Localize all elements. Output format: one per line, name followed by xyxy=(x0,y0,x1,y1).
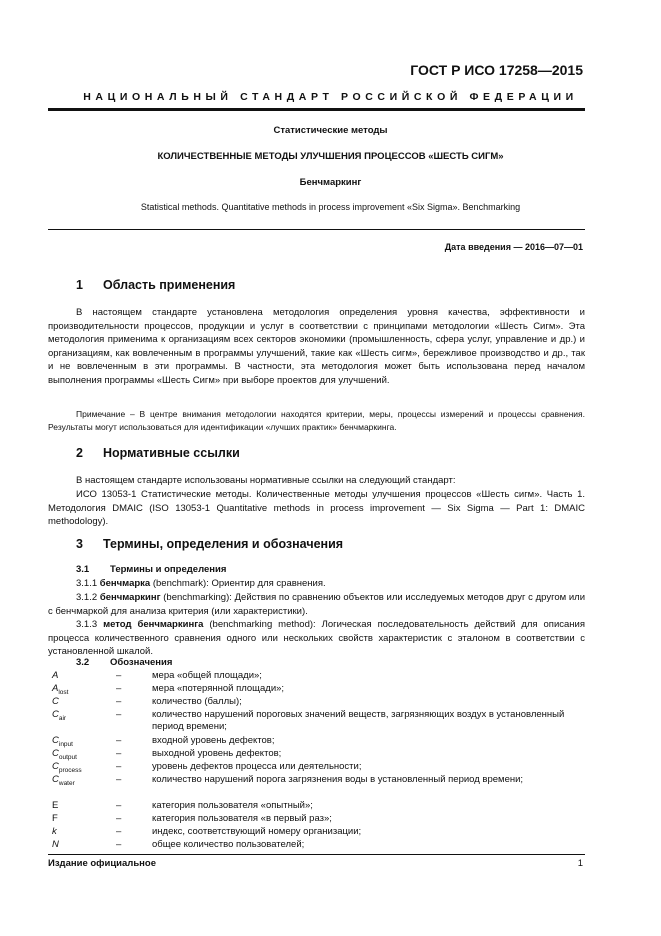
symbol: A xyxy=(52,670,59,681)
symbol-definition: мера «потерянной площади»; xyxy=(152,683,285,694)
symbol-dash: – xyxy=(116,748,122,759)
page-number: 1 xyxy=(577,858,583,869)
symbol-definition: количество (баллы); xyxy=(152,696,242,707)
subsection-3-1-heading xyxy=(76,564,226,575)
symbol: $C_{air}$ xyxy=(52,709,67,722)
section-2-paragraph-1: В настоящем стандарте использованы нормативные ссылки на следующий стандарт: xyxy=(76,475,456,486)
term-name: метод бенчмаркинга xyxy=(103,619,204,630)
subsection-number: 3.1 xyxy=(76,564,90,575)
symbol: k xyxy=(52,826,57,837)
section-number: 3 xyxy=(76,537,83,551)
edition-label: Издание официальное xyxy=(48,858,156,869)
symbol-definition: мера «общей площади»; xyxy=(152,670,262,681)
subsection-3-2-heading xyxy=(76,657,172,668)
subsection-number: 3.2 xyxy=(76,657,90,668)
section-3-heading xyxy=(76,537,343,551)
symbol-definition: входной уровень дефектов; xyxy=(152,735,275,746)
title-english: Statistical methods. Quantitative methods in process improvement «Six Sigma». Benchmarking xyxy=(140,202,521,212)
symbol: E xyxy=(52,800,59,811)
symbol: $C_{output}$ xyxy=(52,748,77,761)
term-definition: (benchmarking method): Логическая последовательность действий для описания процесса количественного сравнения одного или нескольких свойств характеристик с эталоном в соответствии с установленной шкалой. xyxy=(48,619,585,658)
national-standard-banner: НАЦИОНАЛЬНЫЙ СТАНДАРТ РОССИЙСКОЙ ФЕДЕРАЦИИ xyxy=(83,91,578,103)
term-number: 3.1.3 xyxy=(76,619,98,630)
standard-number: ГОСТ Р ИСО 17258—2015 xyxy=(410,62,583,78)
symbol-dash: – xyxy=(116,761,122,772)
section-title: Область применения xyxy=(103,278,236,292)
footer-divider xyxy=(48,854,585,855)
symbol-dash: – xyxy=(116,683,122,694)
symbol-definition: выходной уровень дефектов; xyxy=(152,748,282,759)
symbol: F xyxy=(52,813,58,824)
symbol-dash: – xyxy=(116,735,122,746)
symbol-definition: индекс, соответствующий номеру организации; xyxy=(152,826,362,837)
title-divider xyxy=(48,229,585,230)
symbol-definition: количество нарушений пороговых значений веществ, загрязняющих воздух в установленный период времени; xyxy=(152,709,565,733)
symbol-dash: – xyxy=(116,800,122,811)
section-title: Нормативные ссылки xyxy=(103,446,240,460)
section-number: 1 xyxy=(76,278,83,292)
subsection-title: Термины и определения xyxy=(110,564,227,575)
section-title: Термины, определения и обозначения xyxy=(103,537,344,551)
term-name: бенчмарка xyxy=(99,578,151,589)
term-definition: (benchmarking): Действия по сравнению объектов или исследуемых методов друг с другом или с бенчмаркой для анализа критерия (или характеристики). xyxy=(48,592,586,617)
title-line-1: Статистические методы xyxy=(273,125,388,136)
term-3-1-1 xyxy=(48,577,585,591)
symbol-definition: уровень дефектов процесса или деятельности; xyxy=(152,761,362,772)
header-divider xyxy=(48,108,585,111)
symbol: $C_{process}$ xyxy=(52,761,82,774)
section-1-note: Примечание – В центре внимания методологии находятся критерии, меры, процессы измерений и процессы сравнения. Результаты могут использоваться для идентификации «лучших практик» бенчмаркинга. xyxy=(48,409,585,432)
symbol-dash: – xyxy=(116,826,122,837)
section-1-heading xyxy=(76,278,235,292)
term-3-1-2 xyxy=(48,591,585,618)
symbol-definition: количество нарушений порога загрязнения воды в установленный период времени; xyxy=(152,774,524,785)
symbol: $C_{input}$ xyxy=(52,735,73,748)
term-number: 3.1.1 xyxy=(76,578,98,589)
section-number: 2 xyxy=(76,446,83,460)
section-2-paragraph-2: ИСО 13053-1 Статистические методы. Количественные методы улучшения процессов «Шесть сигм». Часть 1. Методология DMAIC (ISO 13053-1 Quantitative methods in process improvement — Six Sigma — Part 1: DMAIC methodology). xyxy=(48,489,585,528)
symbol-definition: общее количество пользователей; xyxy=(152,839,305,850)
term-name: бенчмаркинг xyxy=(99,592,161,603)
symbol: $C_{water}$ xyxy=(52,774,75,787)
subsection-title: Обозначения xyxy=(110,657,173,668)
symbol: N xyxy=(52,839,59,850)
title-line-2: КОЛИЧЕСТВЕННЫЕ МЕТОДЫ УЛУЧШЕНИЯ ПРОЦЕССОВ «ШЕСТЬ СИГМ» xyxy=(157,151,504,162)
symbol: $A_{lost}$ xyxy=(52,683,69,696)
term-3-1-3 xyxy=(48,618,585,659)
symbol-dash: – xyxy=(116,839,122,850)
title-line-3: Бенчмаркинг xyxy=(299,177,362,188)
symbol-definition: категория пользователя «опытный»; xyxy=(152,800,313,811)
symbol: C xyxy=(52,696,59,707)
section-2-heading xyxy=(76,446,240,460)
symbol-dash: – xyxy=(116,774,122,785)
term-number: 3.1.2 xyxy=(76,592,98,603)
symbol-dash: – xyxy=(116,813,122,824)
term-definition: (benchmark): Ориентир для сравнения. xyxy=(150,578,326,589)
symbol-dash: – xyxy=(116,709,122,720)
symbol-dash: – xyxy=(116,696,122,707)
symbol-definition: категория пользователя «в первый раз»; xyxy=(152,813,332,824)
symbol-dash: – xyxy=(116,670,122,681)
introduction-date: Дата введения — 2016—07—01 xyxy=(444,242,583,252)
section-1-paragraph: В настоящем стандарте установлена методология определения уровня качества, эффективности и производительности процессов, продукции и услуг в соответствии с принципами методологии «Шесть Сигм». Эта методология применима к организациям всех секторов экономики (промышленность, сфера услуг, управление и др.) и организациям, как вовлеченным в программы улучшений, такие как «Шесть сигм», бережливое производство и др., так и не вовлеченным в эти программы. В частности, эта методология может быть использована перед началом выполнения программы «Шесть Сигм» при выборе проектов для улучшений. xyxy=(48,307,585,386)
